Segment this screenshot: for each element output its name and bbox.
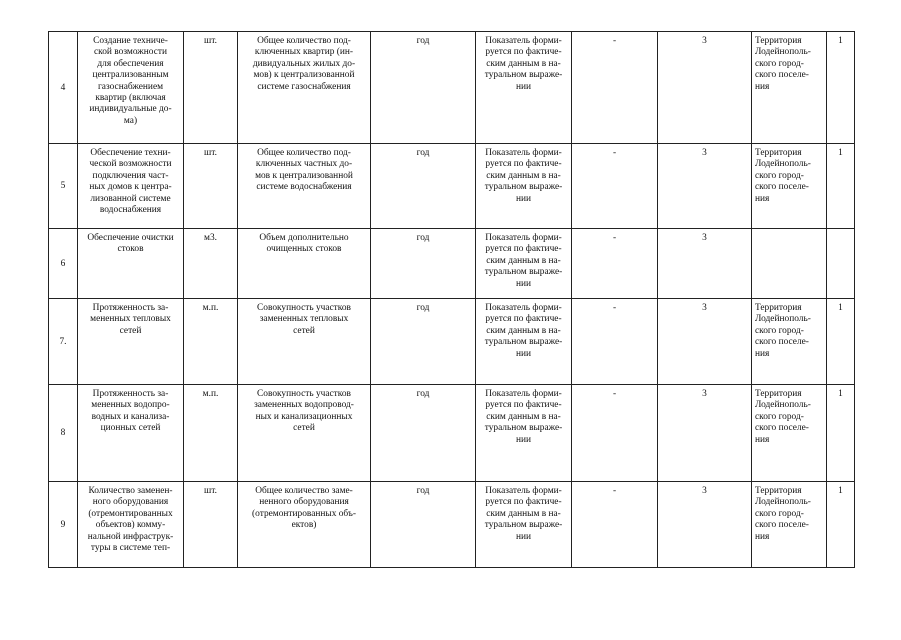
value-three: 3 xyxy=(658,144,752,229)
value-one xyxy=(827,229,855,299)
value-three: 3 xyxy=(658,385,752,482)
unit-of-measure: шт. xyxy=(184,32,238,144)
unit-of-measure: шт. xyxy=(184,482,238,568)
table-row xyxy=(49,482,855,568)
dash-value: - xyxy=(572,299,658,385)
table-body xyxy=(49,32,855,568)
row-number: 9 xyxy=(49,482,78,568)
territory: Территория Лодейнополь- ского город- ского поселе- ния xyxy=(752,482,827,568)
calculation-method: Показатель форми- руется по фактиче- ским данным в на- туральном выраже- нии xyxy=(476,32,572,144)
row-number: 8 xyxy=(49,385,78,482)
indicator-definition: Общее количество заме- ненного оборудования (отремонтированных объ- ектов) xyxy=(238,482,371,568)
value-three: 3 xyxy=(658,482,752,568)
unit-of-measure: м.п. xyxy=(184,385,238,482)
dash-value: - xyxy=(572,229,658,299)
indicator-definition: Общее количество под- ключенных частных до- мов к централизованной системе водоснабжения xyxy=(238,144,371,229)
territory: Территория Лодейнополь- ского город- ского поселе- ния xyxy=(752,385,827,482)
calculation-method: Показатель форми- руется по фактиче- ским данным в на- туральном выраже- нии xyxy=(476,299,572,385)
row-number: 6 xyxy=(49,229,78,299)
territory xyxy=(752,229,827,299)
period: год xyxy=(371,229,476,299)
calculation-method: Показатель форми- руется по фактиче- ским данным в на- туральном выраже- нии xyxy=(476,482,572,568)
indicator-name: Количество заменен- ного оборудования (отремонтированных объектов) комму- нальной инфраструк- туры в системе теп- xyxy=(78,482,184,568)
table-row xyxy=(49,299,855,385)
table-row xyxy=(49,385,855,482)
indicator-definition: Общее количество под- ключенных квартир (ин- дивидуальных жилых до- мов) к централизованной системе газоснабжения xyxy=(238,32,371,144)
dash-value: - xyxy=(572,144,658,229)
value-three: 3 xyxy=(658,299,752,385)
indicator-name: Создание техниче- ской возможности для обеспечения централизованным газоснабжением квартир (включая индивидуальные до- ма) xyxy=(78,32,184,144)
value-one: 1 xyxy=(827,144,855,229)
territory: Территория Лодейнополь- ского город- ского поселе- ния xyxy=(752,32,827,144)
period: год xyxy=(371,385,476,482)
dash-value: - xyxy=(572,32,658,144)
row-number: 5 xyxy=(49,144,78,229)
indicator-definition: Совокупность участков замененных водопровод- ных и канализационных сетей xyxy=(238,385,371,482)
value-one: 1 xyxy=(827,299,855,385)
period: год xyxy=(371,299,476,385)
territory: Территория Лодейнополь- ского город- ского поселе- ния xyxy=(752,144,827,229)
indicator-definition: Совокупность участков замененных тепловых сетей xyxy=(238,299,371,385)
calculation-method: Показатель форми- руется по фактиче- ским данным в на- туральном выраже- нии xyxy=(476,385,572,482)
period: год xyxy=(371,32,476,144)
indicator-definition: Объем дополнительно очищенных стоков xyxy=(238,229,371,299)
unit-of-measure: м.п. xyxy=(184,299,238,385)
territory: Территория Лодейнополь- ского город- ского поселе- ния xyxy=(752,299,827,385)
value-one: 1 xyxy=(827,385,855,482)
unit-of-measure: м3. xyxy=(184,229,238,299)
value-three: 3 xyxy=(658,32,752,144)
indicator-name: Протяженность за- мененных водопро- водных и канализа- ционных сетей xyxy=(78,385,184,482)
period: год xyxy=(371,144,476,229)
calculation-method: Показатель форми- руется по фактиче- ским данным в на- туральном выраже- нии xyxy=(476,144,572,229)
table-row xyxy=(49,229,855,299)
indicator-name: Обеспечение техни- ческой возможности подключения част- ных домов к центра- лизованной системе водоснабжения xyxy=(78,144,184,229)
period: год xyxy=(371,482,476,568)
value-three: 3 xyxy=(658,229,752,299)
indicator-name: Протяженность за- мененных тепловых сетей xyxy=(78,299,184,385)
indicator-table xyxy=(48,31,855,568)
dash-value: - xyxy=(572,482,658,568)
calculation-method: Показатель форми- руется по фактиче- ским данным в на- туральном выраже- нии xyxy=(476,229,572,299)
value-one: 1 xyxy=(827,482,855,568)
indicator-name: Обеспечение очистки стоков xyxy=(78,229,184,299)
value-one: 1 xyxy=(827,32,855,144)
unit-of-measure: шт. xyxy=(184,144,238,229)
row-number: 7. xyxy=(49,299,78,385)
row-number: 4 xyxy=(49,32,78,144)
table-row xyxy=(49,32,855,144)
dash-value: - xyxy=(572,385,658,482)
table-row xyxy=(49,144,855,229)
